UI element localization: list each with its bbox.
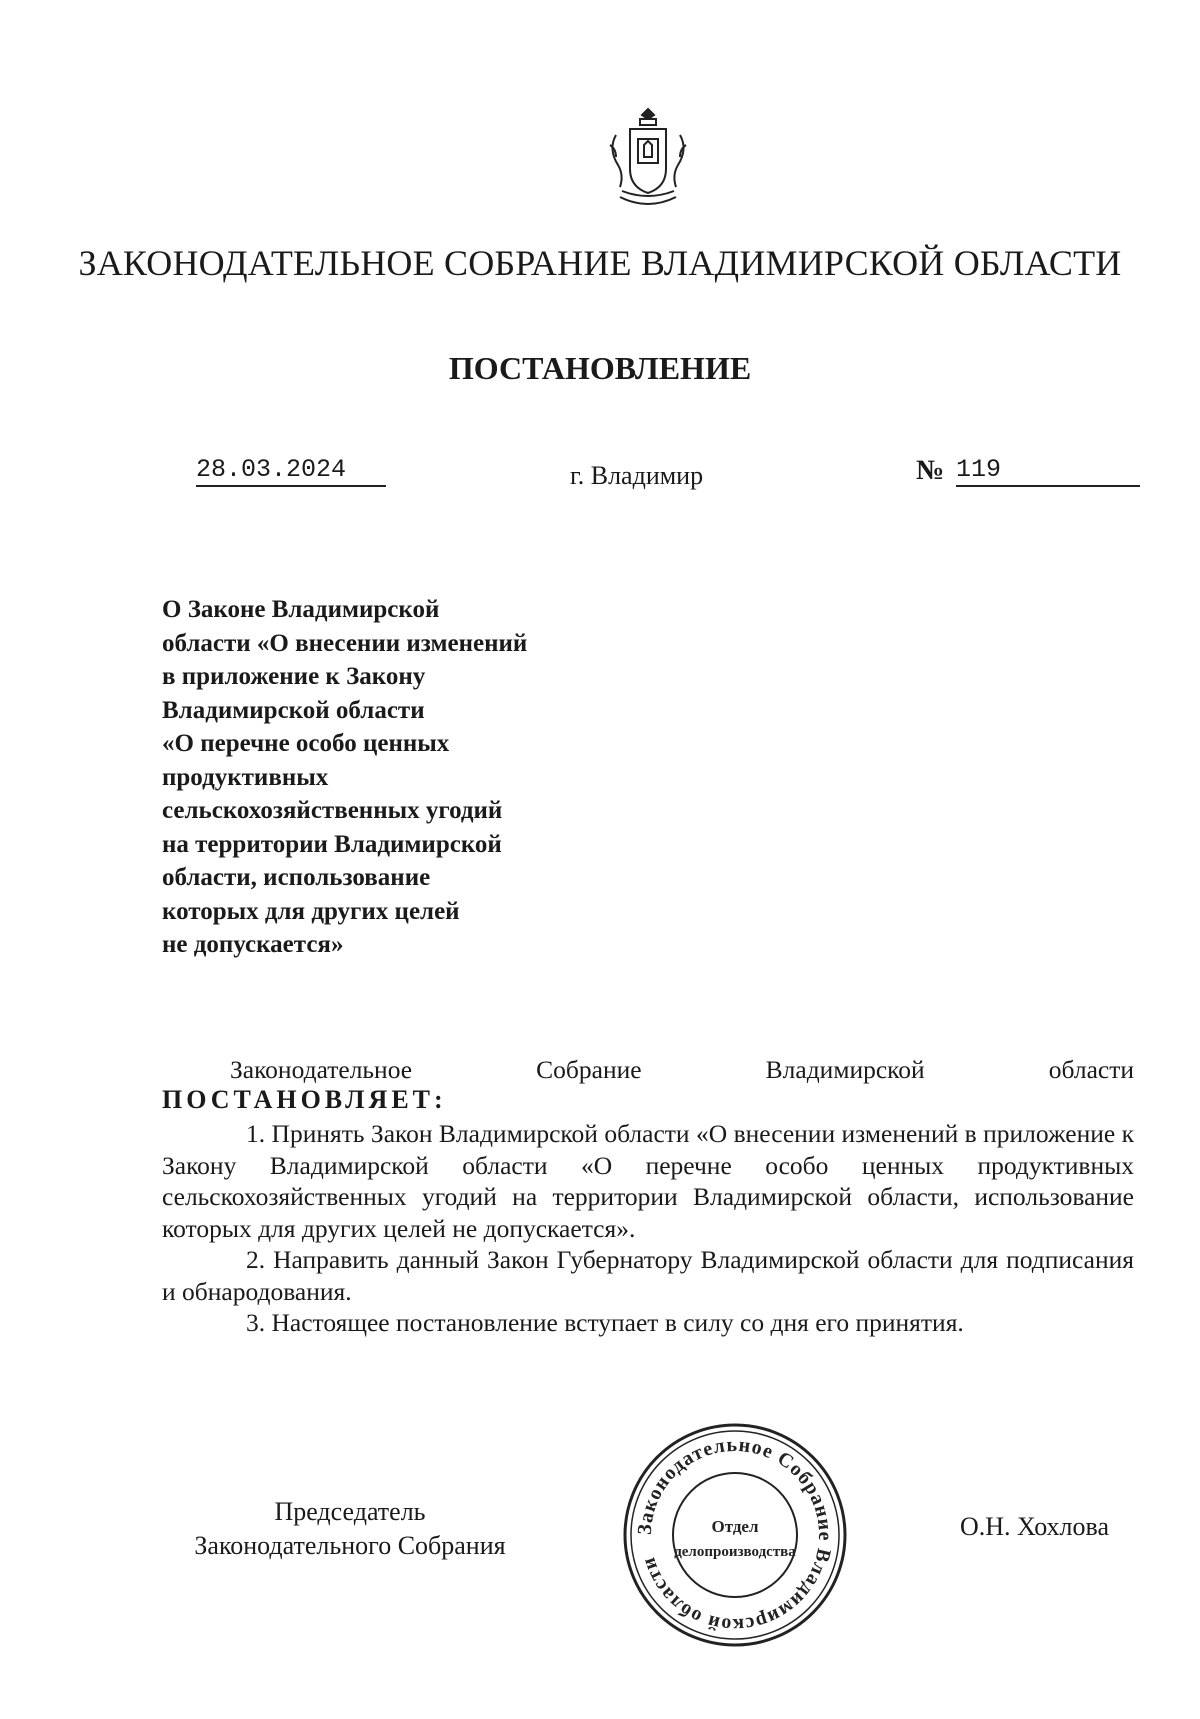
- signatory-title: [160, 1495, 540, 1563]
- signatory-title-line: Законодательного Собрания: [194, 1531, 506, 1560]
- subject-line: сельскохозяйственных угодий: [162, 797, 503, 824]
- official-stamp: [620, 1420, 850, 1650]
- document-subject: [162, 593, 602, 962]
- document-city: г. Владимир: [570, 461, 704, 490]
- subject-line: области «О внесении изменений: [162, 629, 528, 657]
- document-date: 28.03.2024: [196, 455, 386, 487]
- subject-line: «О перечне особо ценных: [162, 730, 450, 757]
- subject-line: не допускается»: [162, 931, 344, 958]
- resolution-item: 1. Принять Закон Владимирской области «О внесении изменений в приложение к Закону Владимирской области «О перечне особо ценных продуктивных сельскохозяйственных угодий на территории Владимирской области, использование которых для других целей не допускается».: [162, 1119, 1134, 1243]
- stamp-ring-text: Законодательное Собрание Владимирской области: [633, 1433, 837, 1637]
- subject-line: Владимирской области: [162, 696, 425, 724]
- document-number: 119: [956, 455, 1140, 487]
- preamble-line: [162, 1054, 1134, 1086]
- coat-of-arms-icon: [600, 105, 696, 211]
- signatory-title-line: Председатель: [274, 1497, 426, 1526]
- preamble-word: Владимирской: [765, 1055, 925, 1084]
- subject-line: в приложение к Закону: [162, 663, 426, 690]
- org-title: ЗАКОНОДАТЕЛЬНОЕ СОБРАНИЕ ВЛАДИМИРСКОЙ ОБЛАСТИ: [78, 243, 1122, 283]
- resolution-item: 3. Настоящее постановление вступает в силу со дня его принятия.: [246, 1308, 964, 1337]
- signatory-name: О.Н. Хохлова: [960, 1512, 1109, 1541]
- preamble-word: Собрание: [536, 1055, 642, 1084]
- subject-line: продуктивных: [162, 763, 329, 791]
- subject-line: области, использование: [162, 864, 431, 891]
- resolution-item: 2. Направить данный Закон Губернатору Владимирской области для подписания и обнародования.: [162, 1245, 1134, 1306]
- stamp-center-line: делопроизводства: [674, 1544, 796, 1560]
- resolves-heading: ПОСТАНОВЛЯЕТ:: [162, 1085, 447, 1114]
- preamble-word: области: [1048, 1055, 1134, 1084]
- stamp-center-line: Отдел: [711, 1517, 759, 1536]
- subject-line: которых для других целей: [162, 897, 460, 925]
- number-sign: №: [916, 455, 945, 486]
- subject-line: на территории Владимирской: [162, 830, 502, 858]
- document-type-heading: ПОСТАНОВЛЕНИЕ: [448, 350, 752, 386]
- subject-line: О Законе Владимирской: [162, 596, 440, 623]
- preamble-word: Законодательное: [230, 1055, 413, 1084]
